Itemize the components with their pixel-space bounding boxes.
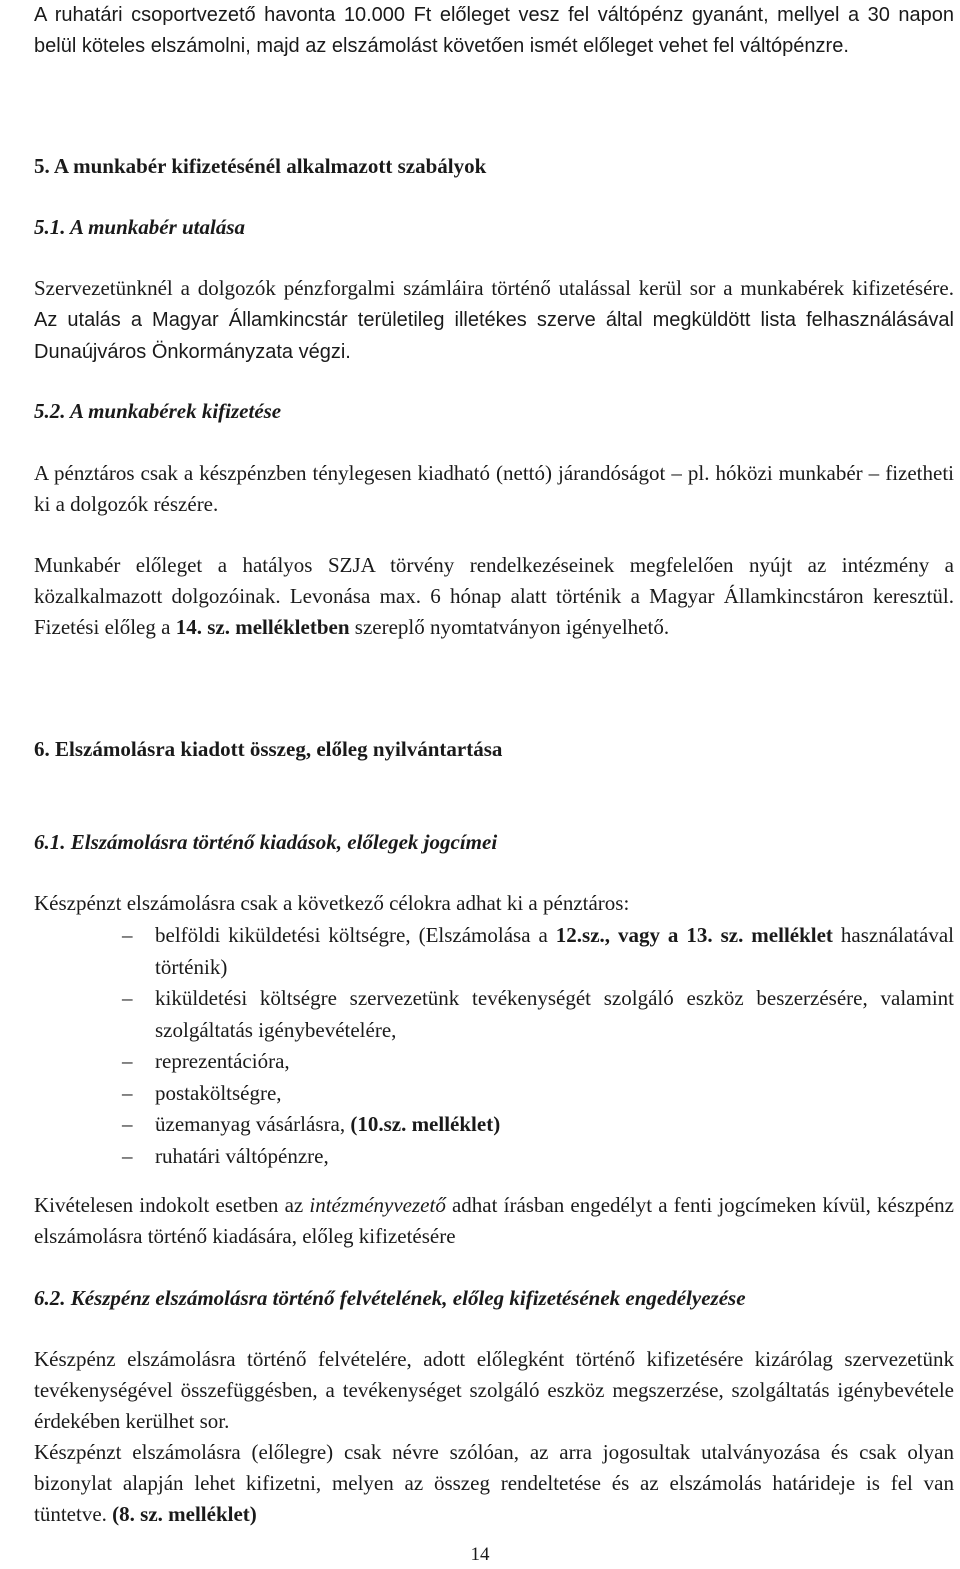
dash-bullet: – <box>122 1049 133 1073</box>
section-6-2-paragraph-b: Készpénzt elszámolásra (előlegre) csak névre szólóan, az arra jogosultak utalványozása és csak olyan bizonylat alapján lehet kifizetni, melyen az összeg rendeltetése és az elszámolás határideje is fel van tüntetve. (8. sz. melléklet) <box>34 1440 954 1526</box>
purpose-list-item: – üzemanyag vásárlásra, (10.sz. melléklet) <box>34 1109 954 1141</box>
section-5-1-paragraph <box>34 273 954 368</box>
section-5-1-text-a: Szervezetünknél a dolgozók pénzforgalmi számláira történő utalással kerül sor a munkabérek kifizetésére. <box>34 276 954 300</box>
dash-bullet: – <box>122 986 133 1010</box>
dash-bullet: – <box>122 923 133 947</box>
section-5-2-paragraph-a: A pénztáros csak a készpénzben ténylegesen kiadható (nettó) járandóságot – pl. hóközi munkabér – fizetheti ki a dolgozók részére. <box>34 461 954 516</box>
dash-bullet: – <box>122 1143 133 1168</box>
purpose-list-item: – kiküldetési költségre szervezetünk tevékenységét szolgáló eszköz beszerzésére, valamint szolgáltatás igénybevételére, <box>34 983 954 1046</box>
section-6-heading: 6. Elszámolásra kiadott összeg, előleg nyilvántartása <box>34 737 503 761</box>
section-5-heading: 5. A munkabér kifizetésénél alkalmazott szabályok <box>34 154 487 178</box>
section-6-2-paragraph-a: Készpénz elszámolásra történő felvételére, adott előlegként történő kifizetésére kizárólag szervezetünk tevékenységével összefüggésben, a tevékenységet szolgáló eszköz megszerzése, szolgáltatás igénybevétele érdekében kerülhet sor. <box>34 1347 954 1433</box>
section-5-2-heading: 5.2. A munkabérek kifizetése <box>34 399 282 423</box>
purpose-list-item: – postaköltségre, <box>34 1078 954 1110</box>
section-5-1-heading: 5.1. A munkabér utalása <box>34 215 246 239</box>
section-6-1-heading: 6.1. Elszámolásra történő kiadások, előlegek jogcímei <box>34 830 498 854</box>
dash-bullet: – <box>122 1112 133 1136</box>
purpose-list-item: – ruhatári váltópénzre, <box>34 1141 954 1173</box>
intro-paragraph: A ruhatári csoportvezető havonta 10.000 Ft előleget vesz fel váltópénz gyanánt, mellyel a 30 napon belül köteles elszámolni, majd az elszámolást követően ismét előleget vehet fel váltópénzre. <box>34 4 954 57</box>
dash-bullet: – <box>122 1080 133 1105</box>
page-number: 14 <box>470 1544 490 1565</box>
section-5-1-text-b: Az utalás a Magyar Államkincstár területileg illetékes szerve által megküldött lista felhasználásával Dunaújváros Önkormányzata végzi. <box>34 309 954 363</box>
section-6-2-heading: 6.2. Készpénz elszámolásra történő felvételének, előleg kifizetésének engedélyezése <box>34 1286 746 1310</box>
section-6-1-intro: Készpénzt elszámolásra csak a következő célokra adhat ki a pénztáros: <box>34 891 630 915</box>
purpose-list-item: – reprezentációra, <box>34 1046 954 1078</box>
section-6-1-exception-paragraph: Kivételesen indokolt esetben az intézményvezető adhat írásban engedélyt a fenti jogcímeken kívül, készpénz elszámolásra történő kiadására, előleg kifizetésére <box>34 1193 954 1248</box>
purpose-list <box>34 920 954 1172</box>
purpose-list-item: – belföldi kiküldetési költségre, (Elszámolása a 12.sz., vagy a 13. sz. melléklet használatával történik) <box>34 920 954 983</box>
section-5-2-paragraph-b: Munkabér előleget a hatályos SZJA törvény rendelkezéseinek megfelelően nyújt az intézmény a közalkalmazott dolgozóinak. Levonása max. 6 hónap alatt történik a Magyar Államkincstáron keresztül. Fizetési előleg a 14. sz. mellékletben szereplő nyomtatványon igényelhető. <box>34 553 954 639</box>
